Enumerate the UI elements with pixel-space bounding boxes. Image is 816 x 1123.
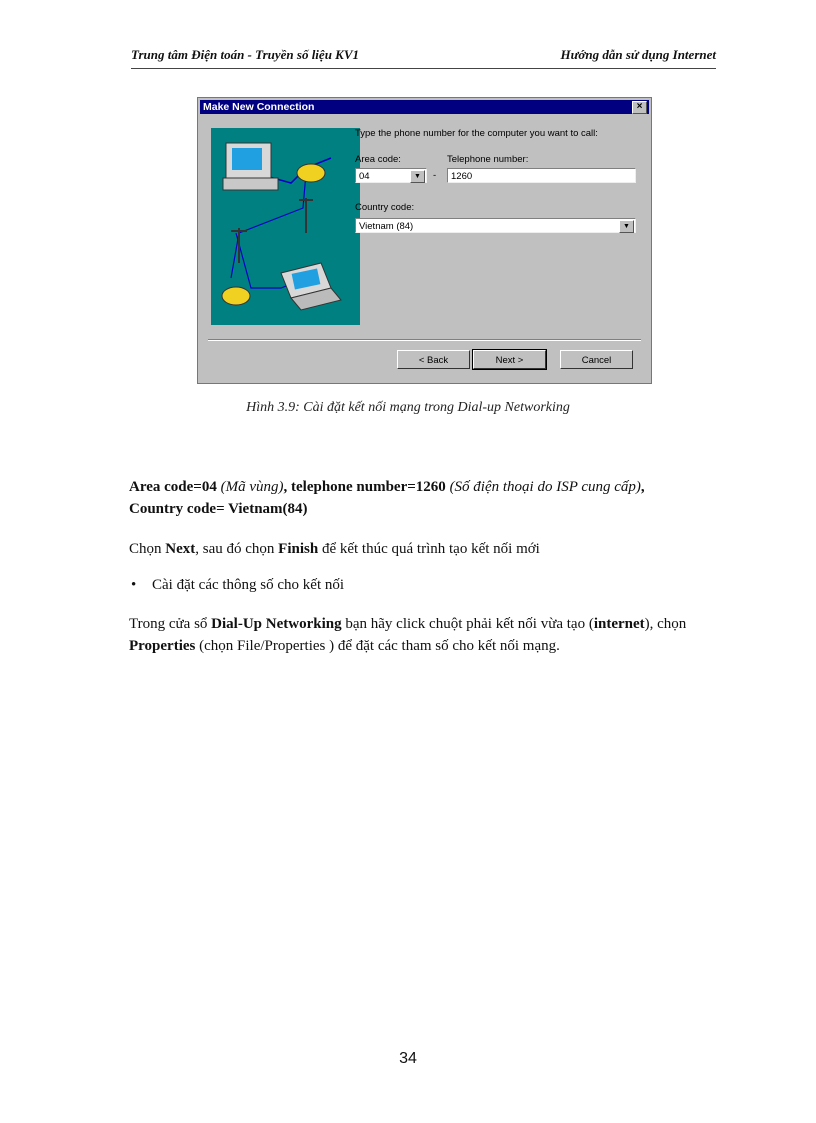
network-illustration-icon — [211, 128, 360, 325]
area-code-label: Area code: — [355, 154, 401, 165]
running-header-left: Trung tâm Điện toán - Truyền số liệu KV1 — [131, 47, 360, 62]
chevron-down-icon[interactable]: ▼ — [410, 170, 425, 183]
next-term: Next — [165, 541, 196, 557]
chevron-down-icon[interactable]: ▼ — [619, 220, 634, 233]
text: , sau đó chọn — [195, 541, 279, 557]
text: bạn hãy click chuột phải kết nối vừa tạo ( — [341, 616, 594, 632]
paragraph-settings — [129, 476, 719, 520]
telephone-label: Telephone number: — [447, 154, 529, 165]
header-rule — [131, 68, 716, 69]
telephone-input[interactable]: 1260 — [447, 168, 636, 183]
area-code-text: Area code=04 — [129, 479, 217, 495]
country-code-label: Country code: — [355, 202, 415, 213]
cancel-button[interactable]: Cancel — [560, 350, 633, 369]
comma: , — [640, 479, 645, 495]
dialog-title: Make New Connection — [203, 101, 315, 113]
next-button[interactable]: Next > — [473, 350, 546, 369]
dialog-separator — [208, 339, 641, 341]
phone-prompt-label: Type the phone number for the computer you want to call: — [355, 128, 598, 139]
finish-term: Finish — [278, 541, 319, 557]
dun-term: Dial-Up Networking — [211, 616, 342, 632]
area-code-dropdown[interactable] — [355, 168, 427, 183]
properties-term: Properties — [129, 638, 196, 654]
country-code-value: Vietnam (84) — [359, 221, 414, 232]
country-code-dropdown[interactable] — [355, 218, 636, 233]
telephone-text: telephone number=1260 — [291, 479, 446, 495]
text: ), chọn — [644, 616, 687, 632]
text: (chọn File/Properties ) để đặt các tham số cho kết nối mạng. — [195, 638, 560, 654]
running-header-right: Hướng dẫn sử dụng Internet — [560, 47, 716, 62]
page-number: 34 — [399, 1050, 417, 1067]
comma: , — [283, 479, 288, 495]
paragraph-properties — [129, 613, 719, 657]
bullet-icon: • — [131, 577, 137, 593]
area-code-note: (Mã vùng) — [220, 479, 284, 495]
paragraph-next — [129, 538, 719, 560]
area-code-value: 04 — [359, 171, 370, 182]
close-button[interactable]: × — [632, 101, 647, 114]
area-dash: - — [433, 170, 437, 181]
figure-caption: Hình 3.9: Cài đặt kết nối mạng trong Dial-up Networking — [246, 400, 570, 415]
make-new-connection-dialog — [197, 97, 652, 384]
back-button[interactable]: < Back — [397, 350, 470, 369]
text: Chọn — [129, 541, 166, 557]
internet-term: internet — [593, 616, 645, 632]
text: để kết thúc quá trình tạo kết nối mới — [318, 541, 540, 557]
telephone-note: (Số điện thoại do ISP cung cấp) — [449, 479, 641, 495]
connection-illustration — [211, 128, 360, 325]
bullet-text: Cài đặt các thông số cho kết nối — [152, 577, 345, 593]
bullet-item — [131, 574, 721, 596]
text: Trong cửa sổ — [129, 616, 212, 632]
dialog-titlebar — [200, 100, 649, 114]
country-code-text: Country code= Vietnam(84) — [129, 501, 308, 517]
